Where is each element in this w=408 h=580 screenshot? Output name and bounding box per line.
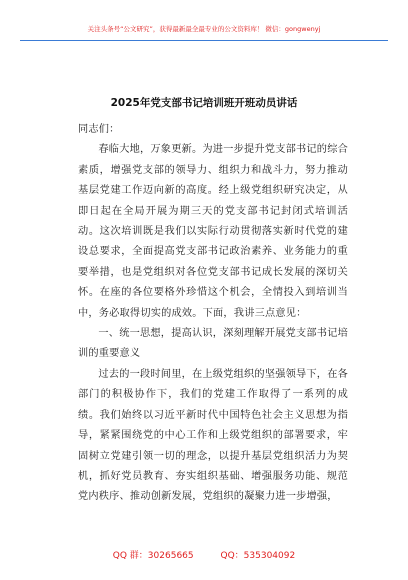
paragraph-intro: 春临大地，万象更新。为进一步提升党支部书记的综合素质，增强党支部的领导力、组织力和战斗力，努力推动基层党建工作迈向新的高度。经上级党组织研究决定，从即日起在全局开展为期三天的党支部书记封闭式培训活动。这次培训既是我们以实际行动贯彻落实新时代党的建设总要求，全面提高党支部书记政治素养、业务能力的重要举措，也是党组织对各位党支部书记成长发展的深切关怀。在座的各位要格外珍惜这个机会，全情投入到培训当中，务必取得切实的成效。下面，我讲三点意见： (78, 144, 348, 319)
document-body (78, 120, 348, 508)
header-text: 关注头条号“公文研究”，获得最新最全最专业的公文资料库！ 微信：gongwenyj (87, 25, 321, 33)
document-title: 2025年党支部书记培训班开班动员讲话 (110, 97, 298, 109)
paragraph-section-1: 过去的一段时间里，在上级党组织的坚强领导下，在各部门的积极协作下，我们的党建工作取得了一系列的成绩。我们始终以习近平新时代中国特色社会主义思想为指导，紧紧围绕党的中心工作和上级党组织的部署要求，牢固树立党建引领一切的理念，以提升基层党组织活力为契机，抓好党员教育、夯实组织基础、增强服务功能、规范党内秩序、推动创新发展，党组织的凝聚力进一步增强， (78, 368, 348, 503)
salutation: 同志们： (78, 124, 120, 135)
footer-qq-group: QQ 群：30265665 (112, 551, 194, 561)
page-header-banner (20, 22, 388, 41)
page-footer (0, 548, 408, 561)
section-heading-1: 一、统一思想，提高认识，深刻理解开展党支部书记培训的重要意义 (78, 328, 348, 360)
footer-qq: QQ：535304092 (220, 551, 296, 561)
